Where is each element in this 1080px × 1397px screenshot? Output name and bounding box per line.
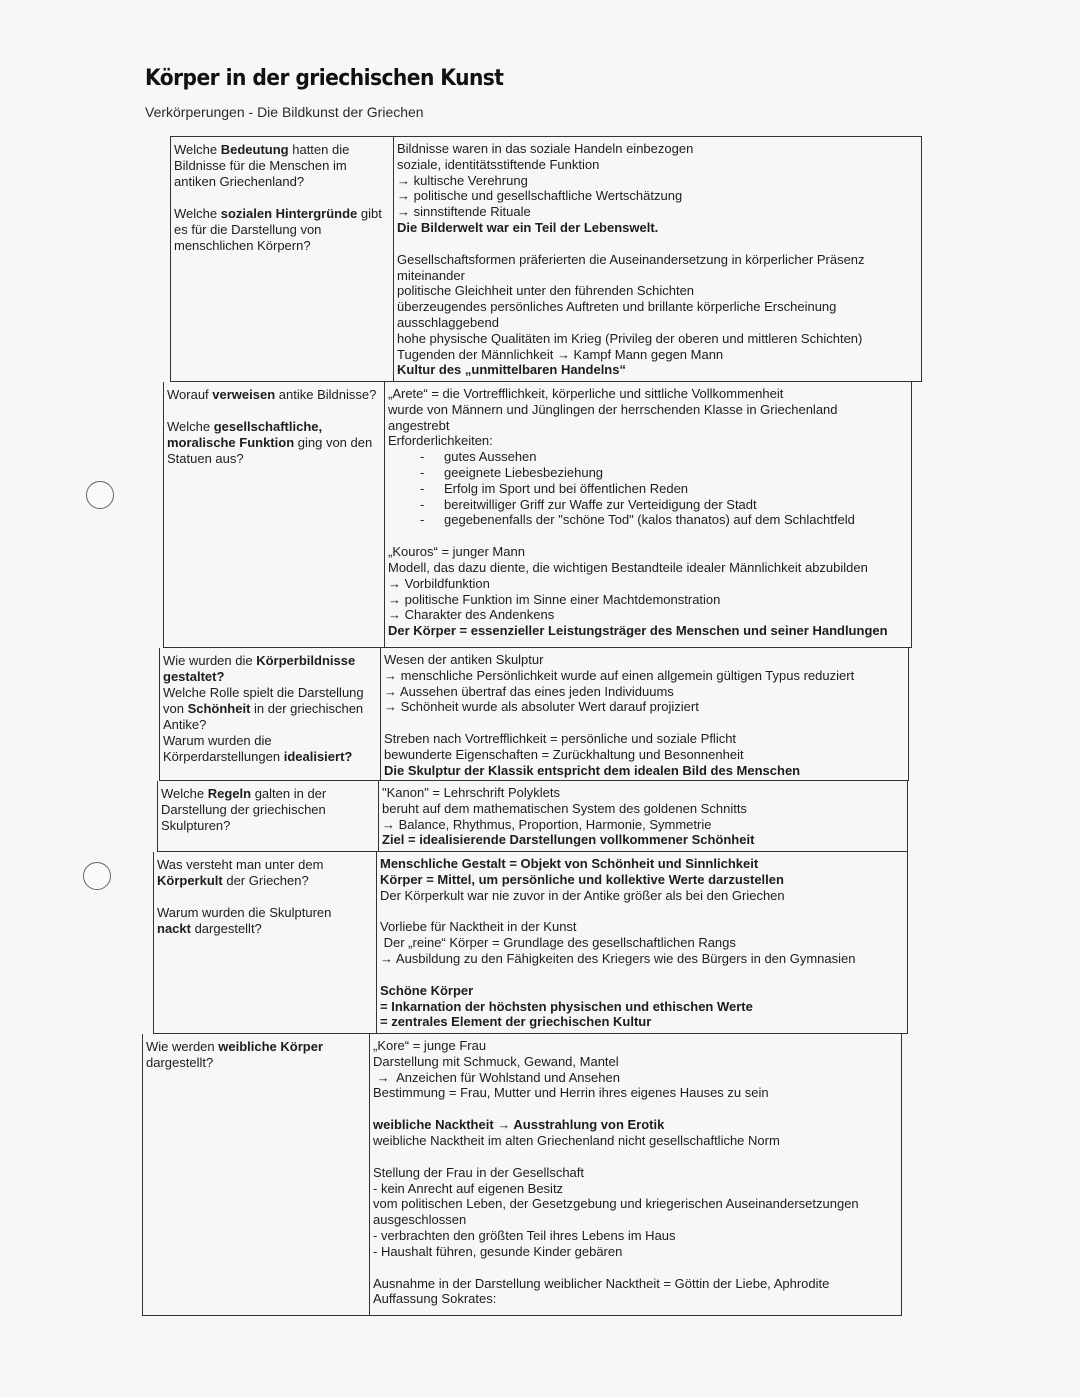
table-row: [153, 852, 908, 1034]
text: Welche: [174, 142, 221, 157]
bold-text: sozialen Hintergründe: [220, 206, 358, 221]
bullet-text: geeignete Liebesbeziehung: [444, 464, 604, 480]
text: Erforderlichkeiten:: [388, 433, 493, 449]
text: Bildnisse für die Menschen im: [174, 158, 347, 173]
question-cell: [164, 382, 385, 647]
text: → Schönheit wurde als absoluter Wert darauf projiziert: [384, 699, 699, 715]
spacer: [167, 403, 381, 419]
text-line: [384, 731, 904, 747]
bold-text: Kultur des „unmittelbaren Handelns“: [397, 362, 626, 378]
text: Welche: [167, 419, 214, 434]
text-line: [384, 668, 904, 684]
text: Gesellschaftsformen präferierten die Auseinandersetzung in körperlicher Präsenz: [397, 251, 865, 267]
text-line: [388, 544, 907, 560]
text-line: [373, 1085, 897, 1101]
bullet-item: [388, 449, 907, 465]
bold-text: nackt: [157, 921, 191, 936]
text-line: [174, 238, 390, 254]
spacer: [388, 528, 907, 544]
text-line: [167, 451, 381, 467]
text: antike Bildnisse?: [275, 387, 377, 402]
bold-text: gesellschaftliche,: [213, 419, 323, 434]
text: Warum wurden die Skulpturen: [157, 905, 332, 920]
answer-cell: [381, 648, 908, 780]
text: Antike?: [163, 717, 207, 732]
bold-text: weibliche Nacktheit → Ausstrahlung von Erotik: [373, 1117, 665, 1133]
text-line: [397, 268, 917, 284]
text: Darstellung mit Schmuck, Gewand, Mantel: [373, 1053, 619, 1069]
text: galten in der: [251, 786, 327, 801]
text: → politische Funktion im Sinne einer Machtdemonstration: [388, 591, 721, 607]
bullet-text: gutes Aussehen: [444, 449, 537, 465]
bold-text: weibliche Körper: [218, 1039, 323, 1054]
text-line: [380, 935, 903, 951]
text: Der Körperkult war nie zuvor in der Antike größer als bei den Griechen: [380, 887, 785, 903]
answer-cell: [394, 137, 921, 381]
text-line: [380, 888, 903, 904]
text-line: [174, 206, 390, 222]
page-title: Körper in der griechischen Kunst: [145, 66, 504, 91]
text: der Griechen?: [222, 873, 309, 888]
text: Welche: [174, 206, 221, 221]
text-line: [384, 699, 904, 715]
answer-cell: [377, 852, 907, 1033]
text-line: [397, 188, 917, 204]
question-cell: [143, 1034, 370, 1315]
table-row: [142, 1034, 902, 1316]
text: hohe physische Qualitäten im Krieg (Privileg der oberen und mittleren Schichten): [397, 330, 863, 346]
text: → politische und gesellschaftliche Wertschätzung: [397, 188, 683, 204]
table-row: [157, 781, 908, 852]
bold-text: = Inkarnation der höchsten physischen und ethischen Werte: [380, 998, 753, 1014]
text: es für die Darstellung von: [174, 222, 322, 237]
text: wurde von Männern und Jünglingen der herrschenden Klasse in Griechenland: [388, 401, 838, 417]
text: ausgeschlossen: [373, 1212, 467, 1228]
text-line: [163, 733, 377, 749]
text: - kein Anrecht auf eigenen Besitz: [373, 1180, 564, 1196]
text-line: [388, 560, 907, 576]
bold-text: Der Körper = essenzieller Leistungsträger des Menschen und seiner Handlungen: [388, 623, 888, 639]
bold-text: = zentrales Element der griechischen Kultur: [380, 1014, 652, 1030]
text-line: [388, 386, 907, 402]
spacer: [174, 190, 390, 206]
bold-text: verweisen: [212, 387, 276, 402]
text: Was versteht man unter dem: [157, 857, 324, 872]
spacer: [380, 903, 903, 919]
text-line: [163, 653, 377, 669]
text: von: [163, 701, 188, 716]
text-line: [380, 951, 903, 967]
text: ging von den: [294, 435, 373, 450]
text: Körperdarstellungen: [163, 749, 284, 764]
text: Statuen aus?: [167, 451, 244, 466]
text-line: [373, 1291, 897, 1307]
text-line: [388, 607, 907, 623]
text-line: [380, 1014, 903, 1030]
bullet-text: bereitwilliger Griff zur Waffe zur Verteidigung der Stadt: [444, 496, 757, 512]
text-line: [397, 252, 917, 268]
text: Auffassung Sokrates:: [373, 1291, 497, 1307]
text: menschlichen Körpern?: [174, 238, 311, 253]
text: "Kanon" = Lehrschrift Polyklets: [382, 785, 560, 800]
text-line: [174, 158, 390, 174]
text-line: [397, 299, 917, 315]
text: Skulpturen?: [161, 818, 231, 833]
text-line: [397, 283, 917, 299]
text-line: [174, 142, 390, 158]
text-line: [373, 1212, 897, 1228]
text-line: [384, 763, 904, 779]
text: Welche Rolle spielt die Darstellung: [163, 685, 364, 700]
text-line: [146, 1039, 366, 1055]
spacer: [373, 1101, 897, 1117]
text: hatten die: [288, 142, 350, 157]
text: dargestellt?: [146, 1055, 214, 1070]
text: Tugenden der Männlichkeit → Kampf Mann gegen Mann: [397, 346, 724, 362]
bold-text: Die Bilderwelt war ein Teil der Lebenswelt.: [397, 219, 659, 235]
text: angestrebt: [388, 417, 450, 433]
text: soziale, identitätsstiftende Funktion: [397, 156, 600, 172]
text-line: [167, 387, 381, 403]
text: Welche: [161, 786, 208, 801]
bold-text: moralische Funktion: [167, 435, 295, 450]
text: beruht auf dem mathematischen System des goldenen Schnitts: [382, 800, 747, 816]
text-line: [161, 786, 375, 802]
spacer: [380, 967, 903, 983]
text: weibliche Nacktheit im alten Griechenland nicht gesellschaftliche Norm: [373, 1132, 780, 1148]
text-line: [397, 347, 917, 363]
text: Warum wurden die: [163, 733, 272, 748]
text-line: [382, 817, 903, 833]
text-line: [373, 1196, 897, 1212]
text-line: [397, 220, 917, 236]
text-line: [397, 157, 917, 173]
spacer: [157, 889, 373, 905]
question-cell: [154, 852, 377, 1033]
text: gibt: [357, 206, 382, 221]
text-line: [163, 669, 377, 685]
text: vom politischen Leben, der Gesetzgebung und kriegerischen Auseinandersetzungen: [373, 1196, 859, 1212]
text-line: [388, 576, 907, 592]
text-line: [373, 1181, 897, 1197]
bold-text: Körper = Mittel, um persönliche und kollektive Werte darzustellen: [380, 871, 784, 887]
text-line: [382, 832, 903, 848]
text: „Arete“ = die Vortrefflichkeit, körperliche und sittliche Vollkommenheit: [388, 386, 784, 401]
bold-text: Körperbildnisse: [256, 653, 356, 668]
text-line: [373, 1165, 897, 1181]
text-line: [380, 983, 903, 999]
text: → Aussehen übertraf das eines jeden Individuums: [384, 683, 674, 699]
text-line: [373, 1133, 897, 1149]
text: → Anzeichen für Wohlstand und Ansehen: [373, 1069, 620, 1085]
bold-text: Ziel = idealisierende Darstellungen vollkommener Schönheit: [382, 832, 755, 848]
text: dargestellt?: [190, 921, 262, 936]
table-row: [159, 648, 909, 781]
answer-cell: [379, 781, 907, 851]
text: Bestimmung = Frau, Mutter und Herrin ihres eigenes Hauses zu sein: [373, 1085, 769, 1101]
question-cell: [158, 781, 379, 851]
text: überzeugendes persönliches Auftreten und brillante körperliche Erscheinung: [397, 299, 837, 315]
bold-text: Die Skulptur der Klassik entspricht dem idealen Bild des Menschen: [384, 762, 801, 778]
text: → Ausbildung zu den Fähigkeiten des Kriegers wie des Bürgers in den Gymnasien: [380, 950, 856, 966]
text: Wesen der antiken Skulptur: [384, 652, 544, 667]
text: Worauf: [167, 387, 213, 402]
text-line: [380, 919, 903, 935]
table-row: [170, 136, 922, 382]
text-line: [373, 1244, 897, 1260]
text-line: [384, 684, 904, 700]
text-line: [373, 1276, 897, 1292]
text: in der griechischen: [250, 701, 364, 716]
text-line: [382, 801, 903, 817]
text-line: [163, 685, 377, 701]
text: - verbrachten den größten Teil ihres Lebens im Haus: [373, 1227, 676, 1243]
bold-text: Bedeutung: [220, 142, 289, 157]
text-line: [163, 701, 377, 717]
text-line: [163, 749, 377, 765]
answer-cell: [370, 1034, 901, 1315]
question-cell: [160, 648, 381, 780]
text: → Balance, Rhythmus, Proportion, Harmonie, Symmetrie: [382, 816, 712, 832]
text-line: [146, 1055, 366, 1071]
text-line: [167, 435, 381, 451]
bullet-text: Erfolg im Sport und bei öffentlichen Reden: [444, 480, 689, 496]
text: Ausnahme in der Darstellung weiblicher Nacktheit = Göttin der Liebe, Aphrodite: [373, 1275, 830, 1291]
text-line: [397, 173, 917, 189]
text-line: [174, 174, 390, 190]
text-line: [388, 418, 907, 434]
text-line: [373, 1117, 897, 1133]
text-line: [382, 785, 903, 801]
text-line: [157, 921, 373, 937]
text-line: [167, 419, 381, 435]
text-line: [397, 315, 917, 331]
bold-text: Körperkult: [157, 873, 223, 888]
text: antiken Griechenland?: [174, 174, 305, 189]
text-line: [373, 1054, 897, 1070]
text-line: [384, 652, 904, 668]
text: miteinander: [397, 267, 465, 283]
bold-text: Menschliche Gestalt = Objekt von Schönheit und Sinnlichkeit: [380, 856, 759, 871]
text-line: [174, 222, 390, 238]
page-subtitle: Verkörperungen - Die Bildkunst der Griechen: [145, 104, 424, 120]
spacer: [384, 715, 904, 731]
text-line: [397, 141, 917, 157]
text-line: [161, 818, 375, 834]
text-line: [373, 1228, 897, 1244]
spacer: [373, 1149, 897, 1165]
text-line: [161, 802, 375, 818]
text: Der „reine“ Körper = Grundlage des gesellschaftlichen Rangs: [380, 935, 736, 951]
text: politische Gleichheit unter den führenden Schichten: [397, 283, 695, 299]
text-line: [384, 747, 904, 763]
bullet-item: [388, 497, 907, 513]
text: → Vorbildfunktion: [388, 575, 490, 591]
text-line: [397, 362, 917, 378]
text-line: [373, 1070, 897, 1086]
text: → Charakter des Andenkens: [388, 607, 555, 623]
text-line: [157, 857, 373, 873]
text: → sinnstiftende Rituale: [397, 204, 531, 220]
text-line: [373, 1038, 897, 1054]
bold-text: idealisiert?: [283, 749, 353, 764]
text: bewunderte Eigenschaften = Zurückhaltung und Besonnenheit: [384, 746, 744, 762]
bullet-item: [388, 465, 907, 481]
text: Stellung der Frau in der Gesellschaft: [373, 1164, 584, 1180]
text-line: [388, 433, 907, 449]
text-line: [380, 856, 903, 872]
text-line: [388, 623, 907, 639]
text: Streben nach Vortrefflichkeit = persönliche und soziale Pflicht: [384, 731, 737, 747]
text: → menschliche Persönlichkeit wurde auf einen allgemein gültigen Typus reduziert: [384, 667, 855, 683]
text: „Kouros“ = junger Mann: [388, 544, 525, 560]
text: Darstellung der griechischen: [161, 802, 326, 817]
bold-text: gestaltet?: [163, 669, 225, 684]
spacer: [373, 1260, 897, 1276]
bold-text: Schönheit: [187, 701, 251, 716]
bullet-item: [388, 512, 907, 528]
text: Wie werden: [146, 1039, 219, 1054]
text-line: [157, 905, 373, 921]
text: → kultische Verehrung: [397, 172, 528, 188]
text-line: [380, 872, 903, 888]
text-line: [388, 402, 907, 418]
text-line: [397, 204, 917, 220]
text: Vorliebe für Nacktheit in der Kunst: [380, 919, 577, 935]
answer-cell: [385, 382, 911, 647]
text-line: [163, 717, 377, 733]
question-cell: [171, 137, 394, 381]
bold-text: Regeln: [207, 786, 252, 801]
bullet-text: gegebenenfalls der "schöne Tod" (kalos thanatos) auf dem Schlachtfeld: [444, 512, 855, 528]
bullet-item: [388, 481, 907, 497]
bold-text: Schöne Körper: [380, 982, 474, 998]
text: ausschlaggebend: [397, 314, 499, 330]
text: Modell, das dazu diente, die wichtigen Bestandteile idealer Männlichkeit abzubilden: [388, 559, 868, 575]
spacer: [397, 236, 917, 252]
table-row: [163, 382, 912, 648]
text-line: [397, 331, 917, 347]
text-line: [380, 999, 903, 1015]
text: Bildnisse waren in das soziale Handeln einbezogen: [397, 141, 694, 156]
text-line: [157, 873, 373, 889]
text-line: [388, 592, 907, 608]
text: Wie wurden die: [163, 653, 257, 668]
text: „Kore“ = junge Frau: [373, 1038, 487, 1053]
text: - Haushalt führen, gesunde Kinder gebären: [373, 1243, 623, 1259]
